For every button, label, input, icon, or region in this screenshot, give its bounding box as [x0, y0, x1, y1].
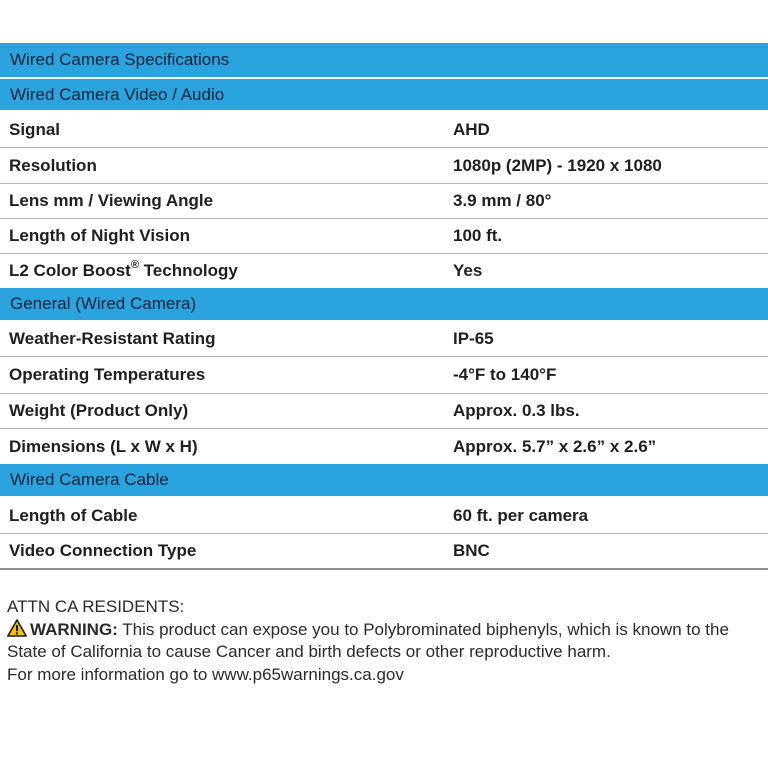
section-title: Wired Camera Video / Audio [10, 84, 225, 104]
section-header-specifications [0, 43, 768, 79]
row-value: AHD [453, 119, 490, 139]
table-row [0, 112, 768, 148]
row-value: IP-65 [453, 329, 494, 348]
row-label: Weight (Product Only) [9, 401, 189, 420]
section-header-video-audio [0, 79, 768, 112]
row-label: Length of Night Vision [9, 226, 190, 245]
warning-text: This product can expose you to Polybrominated biphenyls, which is known to the State of California to cause Cancer and birth defects or other reproductive harm. [7, 619, 729, 661]
row-label: Length of Cable [9, 505, 138, 525]
row-value: 1080p (2MP) - 1920 x 1080 [453, 155, 662, 175]
attn-line: ATTN CA RESIDENTS: [7, 597, 185, 616]
registered-mark: ® [130, 259, 139, 271]
table-row [0, 184, 768, 219]
row-value: Approx. 0.3 lbs. [453, 401, 580, 420]
row-value: BNC [453, 541, 490, 560]
section-title: General (Wired Camera) [10, 294, 197, 313]
row-value: -4°F to 140°F [453, 365, 557, 384]
row-label: Signal [9, 119, 61, 139]
row-label: Video Connection Type [9, 541, 197, 560]
spec-table [0, 43, 768, 570]
table-row [0, 357, 768, 394]
row-label: Weather-Resistant Rating [9, 329, 216, 348]
row-value: 60 ft. per camera [453, 505, 589, 525]
more-info-line: For more information go to www.p65warnings.ca.gov [7, 664, 404, 684]
table-row [0, 322, 768, 357]
section-title: Wired Camera Specifications [10, 50, 230, 69]
label-tail: Technology [138, 261, 238, 280]
row-label [0, 261, 453, 281]
row-label: Resolution [9, 155, 97, 175]
section-header-cable [0, 464, 768, 498]
row-value: Approx. 5.7” x 2.6” x 2.6” [453, 436, 657, 456]
table-row [0, 254, 768, 288]
row-value: 100 ft. [453, 226, 503, 245]
section-title: Wired Camera Cable [10, 470, 169, 489]
table-row [0, 498, 768, 534]
row-label: Lens mm / Viewing Angle [9, 191, 214, 210]
table-row [0, 429, 768, 464]
row-value: 3.9 mm / 80° [453, 191, 552, 210]
warning-label: WARNING: [30, 619, 118, 639]
warning-paragraph [7, 619, 752, 664]
table-row [0, 148, 768, 184]
label-text: L2 Color Boost [9, 261, 131, 280]
table-row [0, 534, 768, 570]
table-row [0, 219, 768, 254]
prop65-notice [7, 596, 752, 686]
row-label: Dimensions (L x W x H) [9, 436, 198, 456]
table-row [0, 394, 768, 429]
row-value: Yes [453, 261, 483, 280]
row-label: Operating Temperatures [9, 365, 206, 384]
section-header-general [0, 288, 768, 322]
warning-triangle-icon [7, 619, 27, 637]
